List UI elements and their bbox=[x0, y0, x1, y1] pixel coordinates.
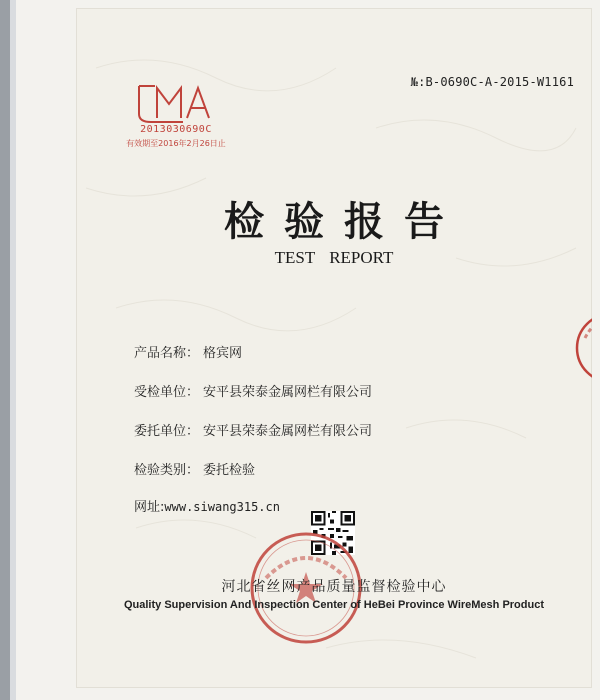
field-product-name bbox=[134, 342, 242, 361]
field-label: 产品名称： bbox=[134, 346, 200, 361]
cma-c-shape bbox=[139, 86, 183, 122]
partial-seal-right bbox=[571, 308, 592, 388]
field-label: 受检单位： bbox=[134, 385, 200, 400]
website-line bbox=[134, 496, 280, 515]
field-inspection-type bbox=[134, 459, 255, 478]
field-value: 委托检验 bbox=[203, 463, 256, 478]
field-value: 安平县荣泰金属网栏有限公司 bbox=[203, 424, 373, 439]
field-value: 安平县荣泰金属网栏有限公司 bbox=[203, 385, 373, 400]
field-client-unit bbox=[134, 420, 372, 439]
field-label: 检验类别： bbox=[134, 463, 200, 478]
report-number: №:B-0690C-A-2015-W1161 bbox=[410, 75, 574, 89]
cma-code: 2013030690C bbox=[140, 124, 212, 135]
scan-edge-strip bbox=[0, 0, 10, 700]
organization-english: Quality Supervision And Inspection Center of HeBei Province WireMesh Product bbox=[123, 599, 544, 611]
organization-chinese: 河北省丝网产品质量监督检验中心 bbox=[221, 579, 447, 595]
scan-edge-strip-light bbox=[10, 0, 16, 700]
cma-validity: 有效期至2016年2月26日止 bbox=[126, 139, 226, 148]
website-label: 网址: bbox=[134, 500, 165, 515]
report-cover-page bbox=[76, 8, 592, 688]
field-inspected-unit bbox=[134, 381, 372, 400]
website-url: www.siwang315.cn bbox=[164, 500, 280, 514]
field-label: 委托单位： bbox=[134, 424, 200, 439]
field-value: 格宾网 bbox=[203, 346, 243, 361]
title-english: TEST REPORT bbox=[274, 248, 394, 267]
title-chinese: 检验报告 bbox=[224, 199, 464, 245]
